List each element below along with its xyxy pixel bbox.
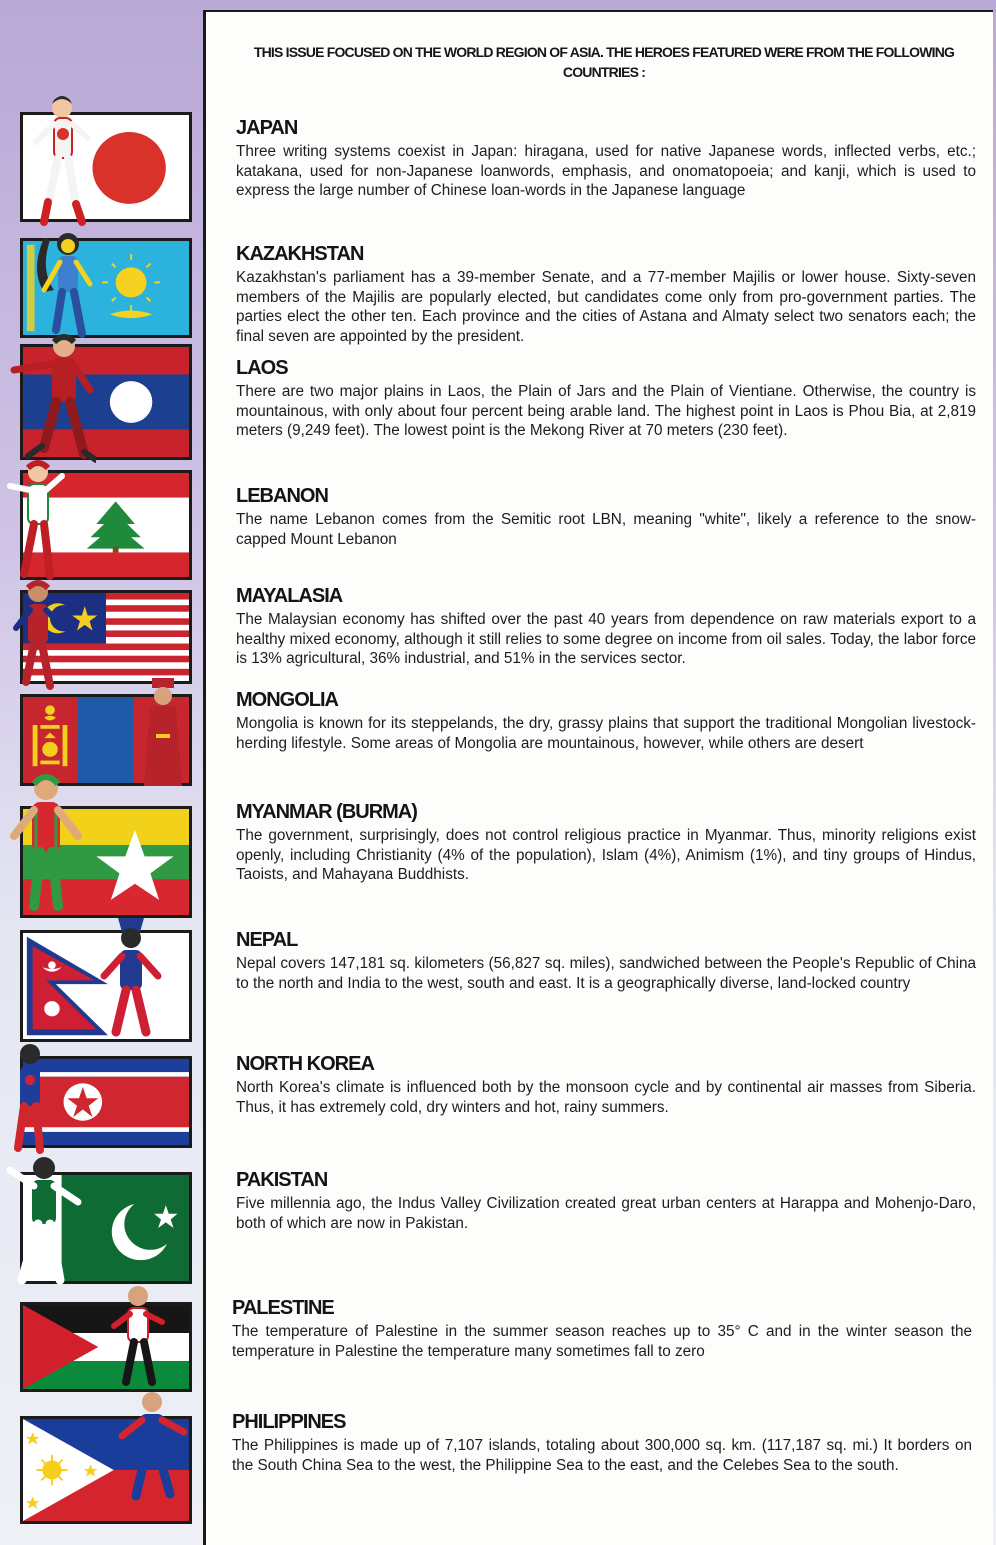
country-title: KAZAKHSTAN (236, 243, 364, 265)
country-text: The government, surprisingly, does not control religious practice in Myanmar. Thus, minority religions exist openly, including Christianity (4% of the population), Islam (4%), Animism (1%), and tiny groups of Hindus, Taoists, and Mahayana Buddhists. (236, 827, 976, 884)
hero-myanmar-illustration (6, 770, 86, 920)
country-text: Five millennia ago, the Indus Valley Civilization created great urban centers at Harappa and Mohenjo-Daro, both of which are now in Pakistan. (236, 1195, 976, 1232)
entry-mongolia (236, 688, 976, 753)
country-title: MYANMAR (BURMA) (236, 801, 417, 823)
entry-north-korea (236, 1052, 976, 1117)
country-text: North Korea's climate is influenced both by the monsoon cycle and by continental air masses from Siberia. Thus, it has extremely cold, dry winters and hot, rainy summers. (236, 1079, 976, 1116)
entry-nepal (236, 928, 976, 993)
country-title: JAPAN (236, 117, 298, 139)
country-text: There are two major plains in Laos, the Plain of Jars and the Plain of Vientiane. Otherwise, the country is mountainous, with only about four percent being arable land. The highest point in Laos is Phou Bia, at 2,819 meters (9,249 feet). The lowest point is the Mekong River at 70 meters (230 feet). (236, 383, 976, 440)
country-title: MONGOLIA (236, 689, 338, 711)
country-text: The temperature of Palestine in the summer season reaches up to 35° C and in the winter season the temperature in Palestine the temperature many sometimes fall to zero (232, 1323, 972, 1360)
hero-laos-illustration (6, 330, 96, 470)
entry-lebanon (236, 484, 976, 549)
hero-north-korea-illustration (4, 1040, 54, 1160)
entry-malaysia (236, 584, 976, 669)
entry-laos (236, 356, 976, 441)
intro-heading: THIS ISSUE FOCUSED ON THE WORLD REGION OF ASIA. THE HEROES FEATURED WERE FROM THE FOLLOWING COUNTRIES : (253, 44, 955, 80)
country-title: PAKISTAN (236, 1169, 328, 1191)
entry-kazakhstan (236, 242, 976, 346)
entry-japan (236, 116, 976, 201)
country-text: The name Lebanon comes from the Semitic root LBN, meaning "white", likely a reference to the snow-capped Mount Lebanon (236, 511, 976, 548)
hero-nepal-illustration (96, 912, 166, 1042)
hero-mongolia-illustration (130, 676, 194, 796)
country-text: The Malaysian economy has shifted over the past 40 years from dependence on raw materials export to a healthy mixed economy, although it still relies to some degree on income from oil sales. Today, the labor force is 13% agricultural, 36% industrial, and 51% in the services sector. (236, 611, 976, 668)
hero-philippines-illustration (112, 1386, 192, 1506)
country-text: Three writing systems coexist in Japan: hiragana, used for native Japanese words, inflected verbs, etc.; katakana, used for non-Japanese loanwords, emphasis, and onomatopoeia; and kanji, which is used to express the large number of Chinese loan-words in the Japanese language (236, 143, 976, 200)
flag-sidebar (0, 0, 205, 1545)
country-title: NORTH KOREA (236, 1053, 374, 1075)
hero-palestine-illustration (104, 1282, 174, 1392)
text-panel (203, 10, 993, 1545)
hero-malaysia-illustration (8, 578, 68, 698)
country-text: Kazakhstan's parliament has a 39-member Senate, and a 77-member Majilis or lower house. Sixty-seven members of the Majilis are popularly elected, but candidates come only from pro-government parties. The parties elect the other ten. Each province and the cities of Astana and Almaty select two senators each; the final seven are appointed by the president. (236, 269, 976, 345)
country-title: NEPAL (236, 929, 298, 951)
country-title: PHILIPPINES (232, 1411, 346, 1433)
country-title: MAYALASIA (236, 585, 343, 607)
entry-philippines (232, 1410, 972, 1475)
hero-lebanon-illustration (4, 456, 74, 596)
entry-pakistan (236, 1168, 976, 1233)
country-title: PALESTINE (232, 1297, 334, 1319)
hero-pakistan-illustration (4, 1150, 84, 1290)
country-title: LAOS (236, 357, 288, 379)
country-title: LEBANON (236, 485, 328, 507)
country-text: The Philippines is made up of 7,107 islands, totaling about 300,000 sq. km. (117,187 sq. mi.) It borders on the South China Sea to the west, the Philippine Sea to the east, and the Celebes Sea to the south. (232, 1437, 972, 1474)
country-text: Nepal covers 147,181 sq. kilometers (56,827 sq. miles), sandwiched between the People's Republic of China to the north and India to the west, south and east. It is a geographically diverse, land-locked country (236, 955, 976, 992)
hero-japan-illustration (26, 94, 96, 234)
entry-palestine (232, 1296, 972, 1361)
country-text: Mongolia is known for its steppelands, the dry, grassy plains that support the traditional Mongolian livestock-herding lifestyle. Some areas of Mongolia are mountainous, however, while others are desert (236, 715, 976, 752)
entry-myanmar (236, 800, 976, 885)
